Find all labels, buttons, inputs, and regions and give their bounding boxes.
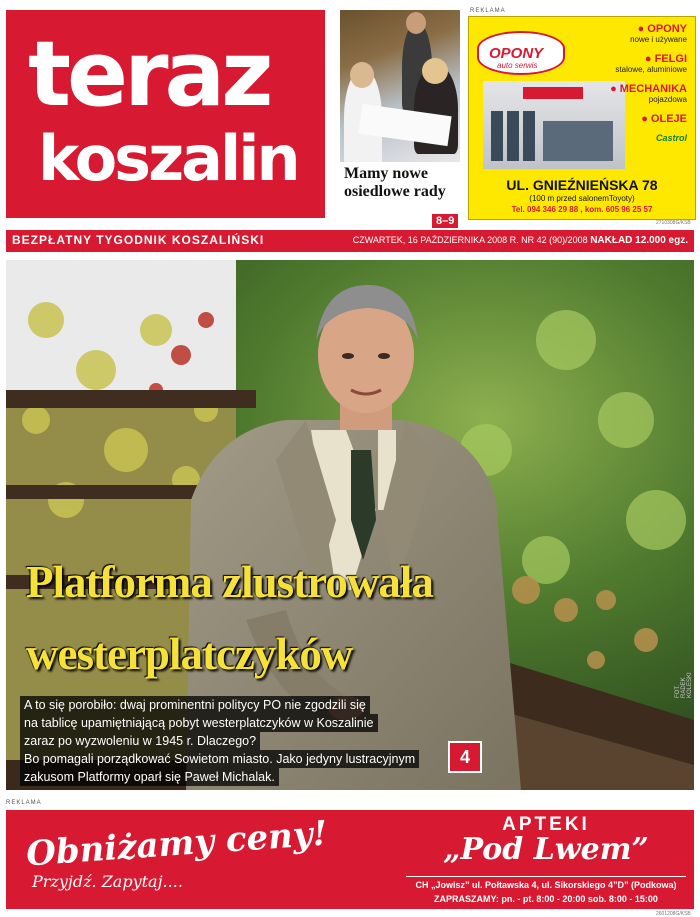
teaser-title[interactable]: Mamy nowe osiedlowe rady: [344, 165, 446, 200]
story-page-number[interactable]: 4: [448, 741, 482, 773]
ad-slogan: Obniżamy ceny!: [24, 813, 329, 875]
lead-line: Bo pomagali porządkować Sowietom miasto. Jako jedyny lustracyjnym: [20, 750, 419, 768]
issue-date: CZWARTEK, 16 PAŹDZIERNIKA 2008 R. NR 42 (90)/2008: [352, 235, 588, 245]
circulation: NAKŁAD 12.000 egz.: [590, 235, 688, 246]
ad-slogan-sub: Przyjdź. Zapytaj....: [32, 872, 183, 891]
service-mechanika: ● MECHANIKA pojazdowa: [610, 83, 687, 104]
masthead: [6, 10, 325, 218]
issue-band: [6, 230, 694, 252]
lead-line: zakusom Platformy oparł się Paweł Michalak.: [20, 768, 279, 786]
castrol-logo: Castrol: [655, 133, 687, 143]
ad-label: REKLAMA: [470, 8, 506, 14]
ad-label: REKLAMA: [6, 800, 42, 806]
lead-line: na tablicę upamiętniającą pobyt westerplatczyków w Koszalinie: [20, 714, 378, 732]
shop-building-image: [483, 81, 625, 169]
logo-koszalin: koszalin: [38, 122, 298, 195]
pharmacy-title: APTEKI: [502, 814, 590, 835]
ad-address-note: (100 m przed salonemToyoty): [529, 194, 635, 203]
ad-address: UL. GNIEŹNIEŃSKA 78: [506, 177, 658, 193]
ad-code: 2601208G/KSB: [656, 911, 691, 917]
pharmacy-name: „Pod Lwem”: [443, 832, 649, 867]
headline-line-2[interactable]: westerplatczyków: [26, 629, 353, 679]
ad-divider: [406, 876, 686, 877]
teaser-photo: [340, 10, 460, 162]
teaser[interactable]: [340, 10, 460, 227]
lead-line: A to się porobiło: dwaj prominentni politycy PO nie zgodzili się: [20, 696, 370, 714]
headline-line-1[interactable]: Platforma zlustrowała: [26, 557, 433, 607]
pharmacy-hours: ZAPRASZAMY: pn. - pt. 8:00 - 20:00 sob. 8:00 - 15:00: [434, 894, 658, 904]
opony-logo-subtext: auto serwis: [497, 61, 538, 70]
service-opony: ● OPONY nowe i używane: [630, 23, 687, 44]
ad-code: 2710308G/KSB: [656, 220, 691, 226]
ad-phone: Tel. 094 346 29 88 , kom. 605 96 25 57: [511, 205, 653, 214]
paper-tagline: BEZPŁATNY TYGODNIK KOSZALIŃSKI: [12, 233, 265, 247]
issue-info: [353, 235, 688, 246]
pharmacy-ad[interactable]: [6, 810, 694, 909]
logo-teraz: teraz: [28, 22, 270, 127]
teaser-page-number: 8–9: [432, 214, 458, 228]
pharmacy-address: CH „Jowisz” ul. Połtawska 4, ul. Sikorskiego 4”D” (Podkowa): [415, 880, 677, 890]
opony-logo-text: OPONY: [489, 45, 544, 62]
photo-credit: FOT. RADEK KOLESKI: [675, 672, 693, 698]
tire-service-ad[interactable]: [468, 16, 696, 220]
lead-line: zaraz po wyzwoleniu w 1945 r. Dlaczego?: [20, 732, 260, 750]
service-oleje: ● OLEJE: [641, 113, 687, 125]
service-felgi: ● FELGI stalowe, aluminiowe: [615, 53, 687, 74]
